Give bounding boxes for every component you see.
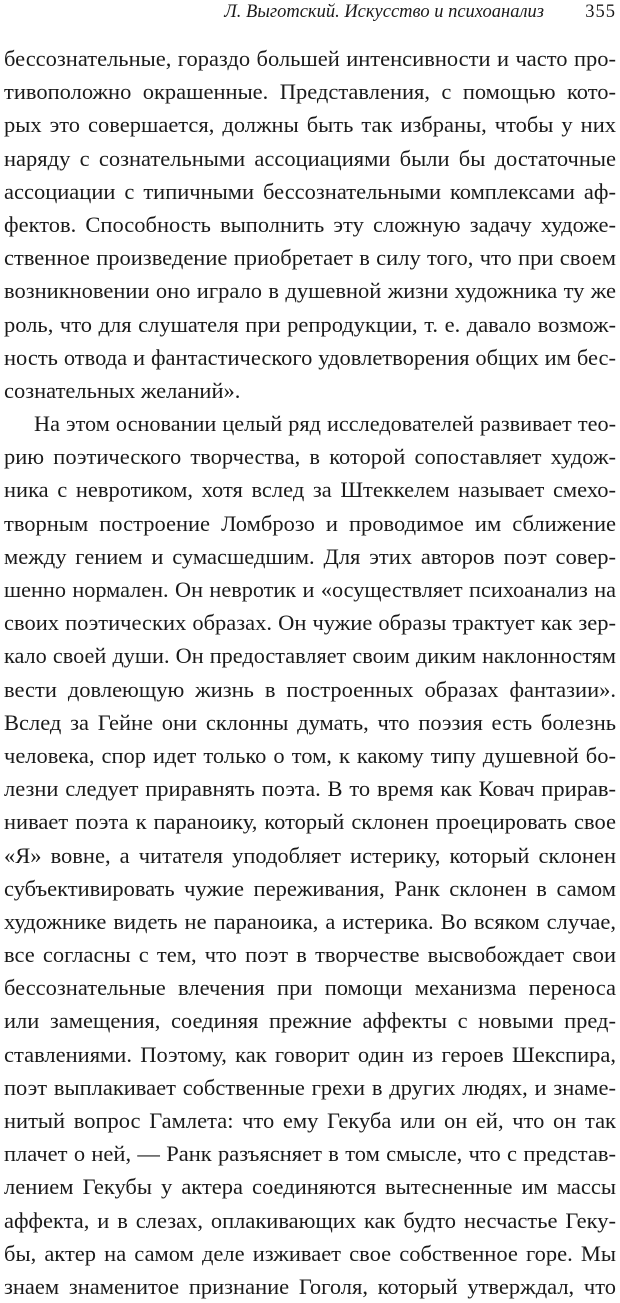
text-line: фектов. Способность выполнить эту сложную задачу художе-: [4, 211, 616, 237]
text-line: ника с невротиком, хотя вслед за Штеккелем называет смехо-: [4, 477, 616, 503]
text-line: или замещения, соединяя прежние аффекты с новыми пред-: [4, 1008, 616, 1034]
text-line: бессознательные влечения при помощи механизма переноса: [4, 975, 616, 1001]
text-line: рых это совершается, должны быть так избраны, чтобы у них: [4, 112, 616, 138]
text-line: ассоциации с типичными бессознательными комплексами аф-: [4, 178, 616, 204]
text-line: знаем знаменитое признание Гоголя, который утверждал, что: [4, 1273, 616, 1299]
text-line: тивоположно окрашенные. Представления, с помощью кото-: [4, 79, 616, 105]
text-line: художнике видеть не параноика, а истерика. Во всяком случае,: [4, 908, 616, 934]
text-line: творным построение Ломброзо и проводимое им сближение: [4, 510, 616, 536]
text-line: лезни следует приравнять поэта. В то время как Ковач прирав-: [4, 776, 616, 802]
text-line: лением Гекубы у актера соединяются вытесненные им массы: [4, 1174, 616, 1200]
text-line: ставлениями. Поэтому, как говорит один из героев Шекспира,: [4, 1041, 616, 1067]
text-line: ственное произведение приобретает в силу того, что при своем: [4, 245, 616, 271]
text-line: человека, спор идет только о том, к какому типу душевной бо-: [4, 742, 616, 768]
text-line: шенно нормален. Он невротик и «осуществляет психоанализ на: [4, 577, 616, 602]
text-line: сознательных желаний».: [4, 377, 241, 403]
text-line: поэт выплакивает собственные грехи в других людях, и знаме-: [4, 1074, 616, 1100]
text-line: нивает поэта к параноику, который склонен проецировать свое: [4, 809, 616, 835]
text-line: нитый вопрос Гамлета: что ему Гекуба или он ей, что он так: [4, 1108, 616, 1133]
text-line: «Я» вовне, а читателя уподобляет истерику, который склонен: [4, 842, 616, 868]
page-number: 355: [585, 2, 616, 22]
text-line: На этом основании целый ряд исследователей развивает тео-: [34, 411, 616, 437]
text-line: Вслед за Гейне они склонны думать, что поэзия есть болезнь: [4, 709, 616, 735]
text-line: бессознательные, гораздо большей интенсивности и часто про-: [4, 46, 616, 71]
text-line: рию поэтического творчества, в которой сопоставляет худож-: [4, 444, 616, 470]
text-line: своих поэтических образах. Он чужие образы трактует как зер-: [4, 610, 616, 636]
running-head: Л. Выготский. Искусство и психоанализ: [224, 2, 544, 22]
text-line: наряду с сознательными ассоциациями были бы достаточные: [4, 145, 616, 171]
page-header: [0, 0, 620, 30]
body-text: [4, 42, 616, 1303]
text-line: плачет о ней, — Ранк разъясняет в том смысле, что с представ-: [4, 1141, 616, 1167]
text-line: возникновении оно играло в душевной жизни художника ту же: [4, 278, 616, 304]
text-line: все согласны с тем, что поэт в творчестве высвобождает свои: [4, 942, 616, 968]
text-line: субъективировать чужие переживания, Ранк склонен в самом: [4, 875, 616, 901]
text-line: кало своей души. Он предоставляет своим диким наклонностям: [4, 643, 616, 669]
text-line: бы, актер на самом деле изживает свое собственное горе. Мы: [4, 1240, 616, 1266]
text-line: между гением и сумасшедшим. Для этих авторов поэт совер-: [4, 543, 616, 569]
text-line: вести довлеющую жизнь в построенных образах фантазии».: [4, 676, 616, 702]
text-line: аффекта, и в слезах, оплакивающих как будто несчастье Геку-: [4, 1207, 616, 1233]
text-line: роль, что для слушателя при репродукции, т. е. давало возмож-: [4, 311, 616, 337]
text-line: ность отвода и фантастического удовлетворения общих им бес-: [4, 344, 616, 370]
